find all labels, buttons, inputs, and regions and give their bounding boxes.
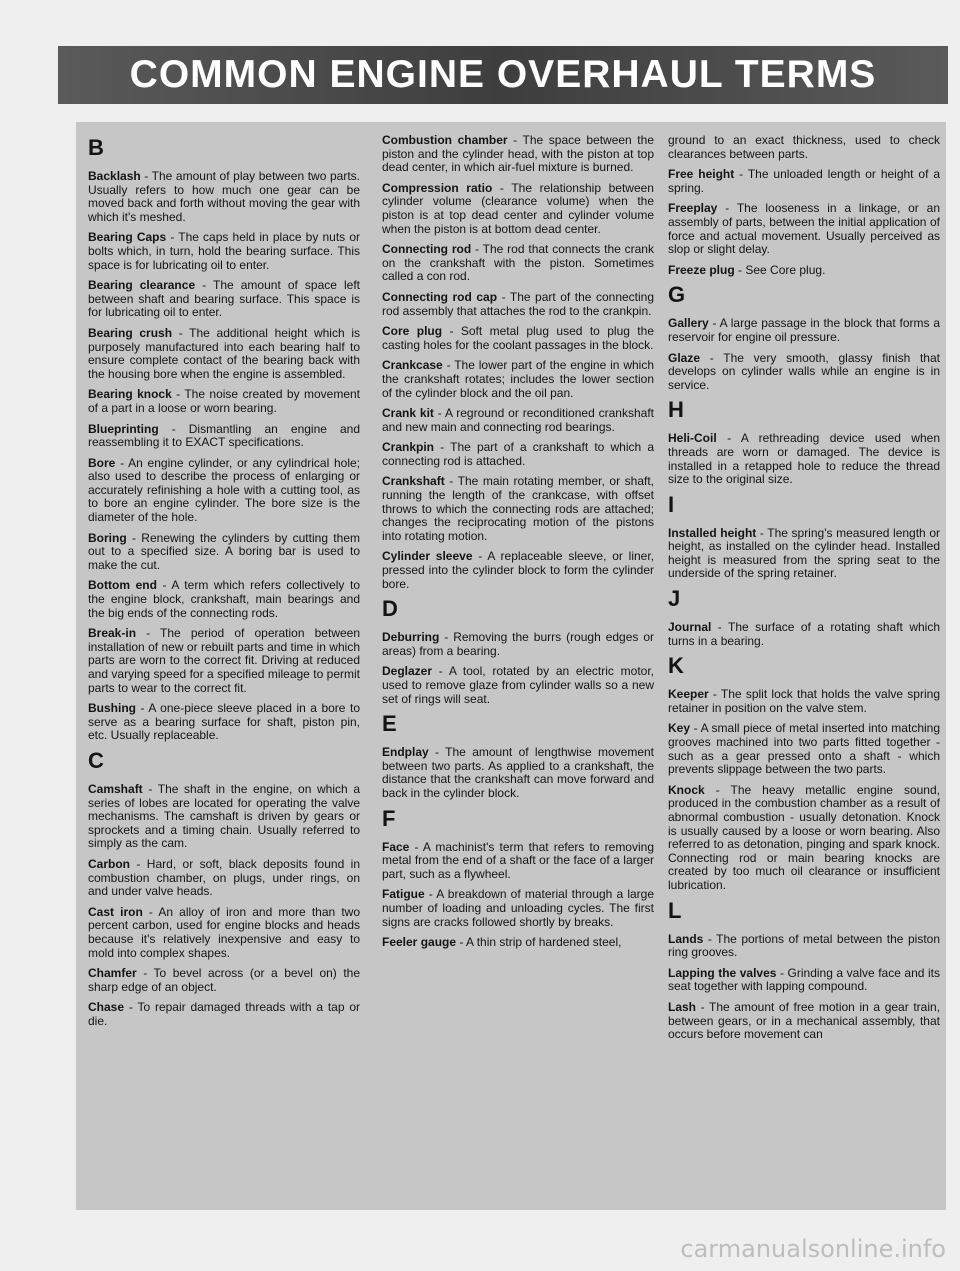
glossary-definition: - The rod that connects the crank on the crankshaft with the piston. Sometimes called a con rod. xyxy=(382,242,654,284)
page-title: COMMON ENGINE OVERHAUL TERMS xyxy=(129,53,877,96)
glossary-term: Chamfer xyxy=(88,966,137,981)
glossary-entry xyxy=(88,858,360,899)
glossary-entry xyxy=(668,202,940,256)
glossary-entry xyxy=(88,457,360,525)
glossary-entry xyxy=(382,888,654,929)
glossary-definition: - The period of operation between installation of new or rebuilt parts and time in which parts are worn to the correct fit. Driving at reduced and varying speed for a specified mileage to permit parts to wear to the correct fit. xyxy=(88,626,360,695)
glossary-entry xyxy=(668,933,940,960)
glossary-definition: - Dismantling an engine and reassembling it to EXACT specifications. xyxy=(88,421,360,450)
glossary-entry xyxy=(382,441,654,468)
section-letter: G xyxy=(668,282,686,308)
glossary-definition: - The lower part of the engine in which the crankshaft rotates; includes the lower section of the cylinder block and the oil pan. xyxy=(382,358,654,400)
glossary-term: Blueprinting xyxy=(88,421,159,436)
glossary-definition: - The spring's measured length or height, as installed on the cylinder head. Installed height is measured from the spring seat to the underside of the spring retainer. xyxy=(668,525,940,581)
glossary-entry xyxy=(382,325,654,352)
glossary-entry xyxy=(382,665,654,706)
glossary-entry xyxy=(382,291,654,318)
glossary-definition: - The main rotating member, or shaft, running the length of the crankcase, with offset throws to which the connecting rods are attached; changes the reciprocating motion of the pistons into rotating motion. xyxy=(382,474,654,543)
glossary-definition: - The noise created by movement of a part in a loose or worn bearing. xyxy=(88,387,360,415)
glossary-definition: - The caps held in place by nuts or bolts which, in turn, hold the bearing surface. This space is for lubricating oil to enter. xyxy=(88,230,360,272)
glossary-term: Endplay xyxy=(382,745,429,760)
section-letter: H xyxy=(668,397,684,423)
glossary-term: Compression ratio xyxy=(382,180,493,195)
title-banner xyxy=(58,46,948,104)
glossary-entry xyxy=(382,182,654,236)
glossary-term: Bottom end xyxy=(88,578,157,593)
glossary-term: Boring xyxy=(88,530,127,545)
glossary-definition: - Grinding a valve face and its seat together with lapping compound. xyxy=(668,965,940,994)
glossary-definition: - Hard, or soft, black deposits found in combustion chamber, on plugs, under rings, on and under valve heads. xyxy=(88,856,360,899)
glossary-term: Freeze plug xyxy=(668,262,735,277)
glossary-term: Chase xyxy=(88,1000,125,1015)
glossary-definition: - A reground or reconditioned crankshaft and new main and connecting rod bearings. xyxy=(382,406,654,434)
glossary-definition: - To bevel across (or a bevel on) the sharp edge of an object. xyxy=(88,966,360,994)
glossary-term: Combustion chamber xyxy=(382,133,508,147)
glossary-term: Bore xyxy=(88,455,116,470)
glossary-term: Free height xyxy=(668,167,735,182)
section-letter: B xyxy=(88,135,104,160)
glossary-definition: - The surface of a rotating shaft which turns in a bearing. xyxy=(668,620,940,648)
glossary-entry xyxy=(88,783,360,851)
glossary-term: Bearing clearance xyxy=(88,278,196,293)
glossary-term: Face xyxy=(382,839,410,854)
glossary-term: Fatigue xyxy=(382,887,425,902)
glossary-term: Keeper xyxy=(668,687,709,702)
glossary-entry xyxy=(88,906,360,960)
glossary-term: Key xyxy=(668,721,691,736)
glossary-term: Backlash xyxy=(88,169,141,183)
glossary-entry xyxy=(382,359,654,400)
glossary-term: Crankcase xyxy=(382,358,443,373)
glossary-entry xyxy=(382,407,654,434)
glossary-column-2 xyxy=(382,134,654,957)
glossary-term: Freeplay xyxy=(668,201,718,216)
watermark-text: carmanualsonline.info xyxy=(680,1235,946,1263)
section-letter: E xyxy=(382,711,397,737)
glossary-definition: - The part of a crankshaft to which a connecting rod is attached. xyxy=(382,440,654,468)
glossary-definition: - The part of the connecting rod assembly that attaches the rod to the crankpin. xyxy=(382,289,655,318)
glossary-definition: - Renewing the cylinders by cutting them out to a specified size. A boring bar is used to make the cut. xyxy=(88,530,360,572)
glossary-entry xyxy=(382,243,654,284)
section-letter: F xyxy=(382,805,396,831)
glossary-definition: - The unloaded length or height of a spring. xyxy=(668,167,940,195)
glossary-entry xyxy=(668,967,940,994)
glossary-term: Bushing xyxy=(88,701,136,716)
glossary-term: Crank kit xyxy=(382,406,434,421)
glossary-entry xyxy=(88,1001,360,1028)
glossary-entry xyxy=(88,579,360,620)
glossary-entry xyxy=(88,279,360,320)
glossary-entry xyxy=(88,327,360,381)
glossary-definition: - The split lock that holds the valve spring retainer in position on the valve stem. xyxy=(668,687,940,715)
glossary-entry xyxy=(88,532,360,573)
glossary-entry xyxy=(382,746,654,800)
glossary-definition: - The portions of metal between the piston ring grooves. xyxy=(668,931,940,960)
glossary-entry xyxy=(382,936,654,950)
glossary-definition: - A breakdown of material through a large number of loading and unloading cycles. The first signs are cracks followed shortly by breaks. xyxy=(382,887,654,929)
glossary-term: Gallery xyxy=(668,316,709,331)
glossary-entry xyxy=(668,1001,940,1042)
glossary-entry xyxy=(382,550,654,591)
glossary-term: Connecting rod cap xyxy=(382,289,498,304)
glossary-definition: - The additional height which is purposely manufactured into each bearing half to ensure complete contact of the bearing back with the housing bore when the engine is assembled. xyxy=(88,325,360,381)
glossary-definition: - A small piece of metal inserted into matching grooves machined into two parts fitted together - such as a gear pressed onto a shaft - which prevents slippage between the two parts. xyxy=(668,721,940,777)
glossary-term: Break-in xyxy=(88,626,137,641)
glossary-entry xyxy=(668,168,940,195)
glossary-term: Bearing Caps xyxy=(88,230,167,245)
glossary-definition: - The shaft in the engine, on which a series of lobes are located for operating the valve mechanisms. The camshaft is driven by gears or sprockets and a timing chain. Usually referred to simply as the cam. xyxy=(88,781,360,851)
glossary-definition: - The heavy metallic engine sound, produced in the combustion chamber as a result of abnormal combustion - usually detonation. Knock is usually caused by a loose or worn bearing. Also referred to as detonation, pinging and spark knock. Connecting rod or main bearing knocks are created by too much oil clearance or insufficient lubrication. xyxy=(668,782,940,892)
glossary-entry xyxy=(382,841,654,882)
glossary-entry xyxy=(382,475,654,543)
glossary-definition: - A machinist's term that refers to removing metal from the end of a shaft or the face of a larger part, such as a flywheel. xyxy=(382,839,654,881)
glossary-definition: - A tool, rotated by an electric motor, used to remove glaze from cylinder walls so a new set of rings will seat. xyxy=(382,664,654,706)
glossary-definition: - A thin strip of hardened steel, xyxy=(456,935,622,950)
glossary-definition: - Soft metal plug used to plug the casting holes for the coolant passages in the block. xyxy=(382,324,654,352)
glossary-term: Carbon xyxy=(88,856,130,871)
glossary-entry xyxy=(382,631,654,658)
section-letter: I xyxy=(668,491,675,517)
glossary-entry xyxy=(88,702,360,743)
glossary-definition: - The relationship between cylinder volume (clearance volume) when the piston is at top dead center and cylinder volume when the piston is at bottom dead center. xyxy=(382,180,654,236)
glossary-entry xyxy=(88,627,360,695)
glossary-definition: - To repair damaged threads with a tap or die. xyxy=(88,1000,360,1028)
glossary-definition: - The amount of lengthwise movement between two parts. As applied to a crankshaft, the distance that the crankshaft can move forward and back in the cylinder block. xyxy=(382,745,654,800)
glossary-entry xyxy=(668,722,940,776)
glossary-entry xyxy=(668,527,940,581)
glossary-term: Connecting rod xyxy=(382,242,472,257)
glossary-definition: - The amount of play between two parts. Usually refers to how much one gear can be moved back and forth without moving the gear with which it's meshed. xyxy=(88,169,360,224)
glossary-term: Deburring xyxy=(382,630,440,645)
glossary-term: Camshaft xyxy=(88,781,143,796)
glossary-entry xyxy=(668,352,940,393)
glossary-entry xyxy=(668,688,940,715)
glossary-entry xyxy=(88,231,360,272)
glossary-definition: - See Core plug. xyxy=(734,262,826,277)
glossary-definition: - A large passage in the block that forms a reservoir for engine oil pressure. xyxy=(668,316,940,344)
glossary-term: Crankpin xyxy=(382,440,435,455)
section-letter: K xyxy=(668,653,684,679)
glossary-definition: - A rethreading device used when threads are worn or damaged. The device is installed in a retapped hole to reduce the thread size to the original size. xyxy=(668,431,940,487)
glossary-term: Crankshaft xyxy=(382,474,445,489)
glossary-term: Lapping the valves xyxy=(668,965,777,980)
glossary-entry xyxy=(88,967,360,994)
glossary-entry xyxy=(668,432,940,486)
glossary-term: Journal xyxy=(668,620,712,635)
glossary-term: Bearing knock xyxy=(88,387,172,402)
glossary-term: Cylinder sleeve xyxy=(382,549,473,564)
glossary-entry-continued xyxy=(668,134,940,161)
glossary-definition: - A one-piece sleeve placed in a bore to serve as a bearing surface for shaft, piston pin, etc. Usually replaceable. xyxy=(88,701,360,743)
glossary-definition: - A replaceable sleeve, or liner, pressed into the cylinder block to form the cylinder bore. xyxy=(382,549,654,591)
glossary-definition: - An alloy of iron and more than two percent carbon, used for engine blocks and heads because it's relatively inexpensive and easy to mold into complex shapes. xyxy=(88,904,360,960)
glossary-definition: - The space between the piston and the cylinder head, with the piston at top dead center, in which air-fuel mixture is burned. xyxy=(382,133,654,175)
glossary-entry xyxy=(88,423,360,450)
glossary-definition: ground to an exact thickness, used to check clearances between parts. xyxy=(668,133,940,161)
glossary-term: Core plug xyxy=(382,324,443,339)
section-letter: D xyxy=(382,596,398,622)
glossary-entry xyxy=(382,134,654,175)
glossary-definition: - The looseness in a linkage, or an assembly of parts, between the initial application of force and actual movement. Usually perceived as slop or slight delay. xyxy=(668,201,940,257)
glossary-column-1 xyxy=(88,134,360,1035)
glossary-entry xyxy=(668,621,940,648)
section-letter: J xyxy=(668,586,681,612)
glossary-term: Lash xyxy=(668,999,697,1014)
glossary-entry xyxy=(88,170,360,224)
section-letter: L xyxy=(668,897,682,923)
glossary-definition: - An engine cylinder, or any cylindrical hole; also used to describe the process of enlarging or accurately refinishing a hole with a cutting tool, as to bore an engine cylinder. The bore size is the diameter of the hole. xyxy=(88,455,360,525)
glossary-definition: - A term which refers collectively to the engine block, crankshaft, main bearings and the big ends of the connecting rods. xyxy=(88,578,360,620)
glossary-definition: - Removing the burrs (rough edges or areas) from a bearing. xyxy=(382,630,654,658)
glossary-column-3 xyxy=(668,134,940,1049)
section-letter: C xyxy=(88,747,104,773)
glossary-term: Heli-Coil xyxy=(668,431,717,446)
glossary-entry xyxy=(668,784,940,893)
glossary-term: Bearing crush xyxy=(88,325,173,340)
glossary-term: Feeler gauge xyxy=(382,935,457,950)
glossary-term: Lands xyxy=(668,931,704,946)
glossary-term: Installed height xyxy=(668,525,757,540)
glossary-term: Glaze xyxy=(668,350,701,365)
glossary-term: Knock xyxy=(668,782,705,797)
glossary-term: Cast iron xyxy=(88,904,143,919)
glossary-entry xyxy=(668,317,940,344)
glossary-term: Deglazer xyxy=(382,664,433,679)
glossary-definition: - The very smooth, glassy finish that develops on cylinder walls while an engine is in service. xyxy=(668,350,940,392)
glossary-definition: - The amount of space left between shaft and bearing surface. This space is for lubricating oil to enter. xyxy=(88,278,361,320)
glossary-entry xyxy=(88,388,360,415)
glossary-entry xyxy=(668,264,940,278)
glossary-definition: - The amount of free motion in a gear train, between gears, or in a mechanical assembly, that occurs before movement can xyxy=(668,999,940,1042)
